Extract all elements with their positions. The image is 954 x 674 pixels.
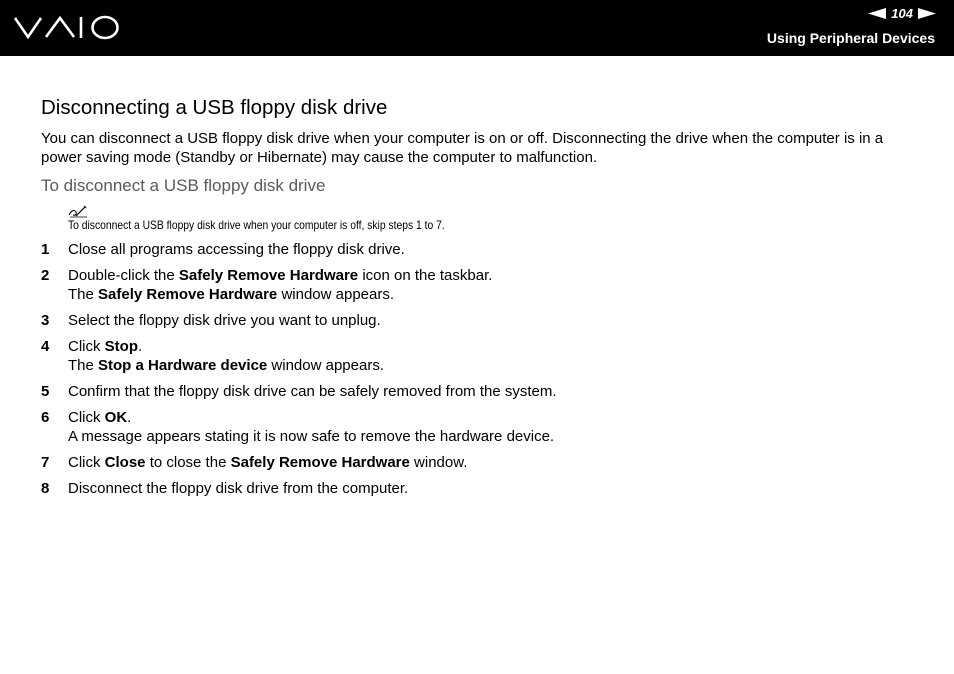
- step-number: 4: [41, 338, 50, 355]
- step-line: [68, 240, 405, 259]
- step-item: [41, 311, 921, 330]
- intro-paragraph: You can disconnect a USB floppy disk drive when your computer is on or off. Disconnecting the drive when the computer is in a power saving mode (Standby or Hibernate) may cause the computer to malfunction.: [41, 130, 884, 166]
- step-number: 7: [41, 454, 50, 471]
- step-text-run: .: [138, 338, 143, 355]
- step-text-run: Disconnect the floppy disk drive from the computer.: [68, 480, 409, 497]
- step-number: 1: [41, 241, 50, 258]
- step-text: [68, 240, 405, 259]
- step-number: 5: [41, 383, 50, 400]
- note: [68, 205, 921, 232]
- step-line: [68, 427, 554, 446]
- step-ui-term: Safely Remove Hardware: [230, 454, 410, 471]
- step-line: [68, 311, 381, 330]
- step-text: [68, 479, 408, 498]
- step-item: [41, 337, 921, 375]
- step-item: [41, 479, 921, 498]
- step-line: [68, 337, 384, 356]
- step-text-run: Double-click the: [68, 267, 179, 284]
- step-ui-term: Safely Remove Hardware: [98, 286, 278, 303]
- step-text-run: Select the floppy disk drive you want to unplug.: [68, 312, 381, 329]
- step-line: [68, 266, 492, 285]
- header-bar: [0, 0, 954, 56]
- step-number: 3: [41, 312, 50, 329]
- step-text-run: Confirm that the floppy disk drive can be safely removed from the system.: [68, 383, 557, 400]
- step-text-run: Click: [68, 454, 105, 471]
- step-text-run: to close the: [145, 454, 231, 471]
- right-arrow-icon[interactable]: [918, 8, 936, 19]
- step-ui-term: Stop: [104, 338, 138, 355]
- step-item: [41, 453, 921, 472]
- step-number: 8: [41, 480, 50, 497]
- step-text-run: A message appears stating it is now safe to remove the hardware device.: [68, 428, 555, 445]
- procedure-heading: To disconnect a USB floppy disk drive: [41, 176, 326, 195]
- steps-list: [41, 240, 921, 498]
- section-title: Using Peripheral Devices: [766, 30, 935, 46]
- step-item: [41, 382, 921, 401]
- step-text-run: .: [127, 409, 132, 426]
- pencil-note-icon: [68, 205, 88, 218]
- vaio-logo: [13, 13, 121, 43]
- page-navigation: [868, 6, 936, 21]
- step-text-run: The: [68, 286, 99, 303]
- step-text-run: The: [68, 357, 99, 374]
- page-content: [41, 95, 921, 505]
- step-line: [68, 408, 554, 427]
- step-text-run: window.: [409, 454, 468, 471]
- step-text: [68, 337, 384, 375]
- step-text: [68, 453, 467, 472]
- step-number: 6: [41, 409, 50, 426]
- left-arrow-icon[interactable]: [868, 8, 886, 19]
- step-ui-term: OK: [104, 409, 128, 426]
- step-number: 2: [41, 267, 50, 284]
- step-ui-term: Safely Remove Hardware: [178, 267, 359, 284]
- step-text-run: Close all programs accessing the floppy disk drive.: [68, 241, 405, 258]
- page-number: 104: [891, 6, 913, 21]
- step-text-run: window appears.: [277, 286, 395, 303]
- note-text: To disconnect a USB floppy disk drive when your computer is off, skip steps 1 to 7.: [68, 218, 445, 232]
- step-line: [68, 285, 492, 304]
- step-ui-term: Close: [104, 454, 146, 471]
- step-ui-term: Stop a Hardware device: [98, 357, 268, 374]
- step-line: [68, 356, 384, 375]
- step-text: [68, 382, 557, 401]
- step-text-run: icon on the taskbar.: [358, 267, 493, 284]
- step-text-run: window appears.: [267, 357, 384, 374]
- step-line: [68, 453, 467, 472]
- step-item: [41, 266, 921, 304]
- step-item: [41, 240, 921, 259]
- step-text-run: Click: [68, 409, 105, 426]
- step-text: [68, 408, 554, 446]
- step-text: [68, 311, 381, 330]
- step-line: [68, 479, 408, 498]
- page-title: Disconnecting a USB floppy disk drive: [41, 96, 388, 119]
- step-text: [68, 266, 492, 304]
- step-text-run: Click: [68, 338, 105, 355]
- step-line: [68, 382, 557, 401]
- step-item: [41, 408, 921, 446]
